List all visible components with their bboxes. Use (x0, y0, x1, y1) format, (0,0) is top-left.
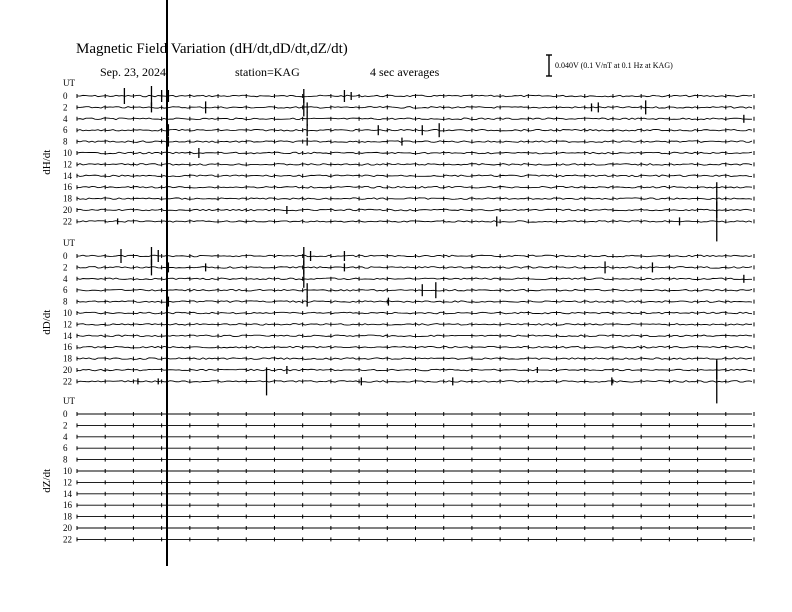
hour-label: 10 (63, 308, 72, 318)
hour-label: 2 (63, 102, 68, 113)
hour-label: 22 (63, 216, 72, 227)
trace-line (77, 141, 752, 143)
trace-line (77, 255, 752, 257)
hour-label: 10 (63, 148, 72, 158)
hour-label: 14 (63, 170, 72, 181)
hour-label: 14 (63, 488, 72, 499)
hour-label: 6 (63, 443, 68, 454)
trace-line (77, 209, 752, 211)
scale-bar (546, 55, 673, 76)
hour-label: 16 (63, 182, 72, 193)
trace-line (77, 118, 752, 120)
hour-label: 22 (63, 534, 72, 545)
hour-label: 12 (63, 159, 72, 170)
scale-label: 0.040V (0.1 V/nT at 0.1 Hz at KAG) (555, 61, 673, 70)
hour-label: 8 (63, 136, 68, 147)
hour-label: 4 (63, 113, 68, 124)
hour-label: 16 (63, 500, 72, 511)
hour-label: 22 (63, 376, 72, 387)
trace-line (77, 335, 752, 337)
trace-line (77, 346, 752, 348)
trace-line (77, 267, 752, 269)
ut-label: UT (63, 396, 75, 406)
hour-label: 6 (63, 285, 68, 296)
trace-line (77, 312, 752, 314)
hour-label: 2 (63, 262, 68, 273)
hour-label: 12 (63, 319, 72, 330)
trace-line (77, 107, 752, 109)
hour-label: 12 (63, 477, 72, 488)
hour-label: 0 (63, 409, 68, 419)
trace-line (77, 369, 752, 371)
panel-dH-dt (41, 78, 754, 241)
panels (41, 78, 754, 544)
trace-line (77, 152, 752, 154)
hour-label: 8 (63, 296, 68, 307)
chart-title: Magnetic Field Variation (dH/dt,dD/dt,dZ/dt) (76, 41, 348, 57)
hour-label: 0 (63, 91, 68, 101)
averaging-label: 4 sec averages (370, 65, 440, 79)
trace-line (77, 186, 752, 188)
trace-line (77, 278, 752, 280)
date-label: Sep. 23, 2024 (100, 65, 166, 79)
panel-label: dH/dt (41, 149, 53, 175)
trace-line (77, 129, 752, 131)
hour-label: 6 (63, 125, 68, 136)
station-label: station=KAG (235, 65, 300, 79)
trace-line (77, 289, 752, 291)
hour-label: 4 (63, 431, 68, 442)
hour-label: 18 (63, 511, 72, 522)
ut-label: UT (63, 238, 75, 248)
hour-label: 4 (63, 273, 68, 284)
trace-line (77, 198, 752, 200)
trace-line (77, 358, 752, 360)
hour-label: 18 (63, 193, 72, 204)
trace-line (77, 301, 752, 303)
trace-line (77, 95, 752, 97)
hour-label: 10 (63, 466, 72, 476)
trace-line (77, 381, 752, 383)
hour-label: 14 (63, 330, 72, 341)
trace-line (77, 175, 752, 177)
trace-line (77, 164, 752, 166)
panel-label: dD/dt (41, 309, 53, 335)
hour-label: 20 (63, 365, 72, 375)
hour-label: 18 (63, 353, 72, 364)
hour-label: 16 (63, 342, 72, 353)
hour-label: 20 (63, 523, 72, 533)
panel-label: dZ/dt (41, 468, 53, 493)
hour-label: 0 (63, 251, 68, 261)
panel-dZ-dt (41, 396, 754, 544)
trace-line (77, 221, 752, 223)
panel-dD-dt (41, 238, 754, 403)
hour-label: 20 (63, 205, 72, 215)
trace-line (77, 324, 752, 326)
hour-label: 2 (63, 420, 68, 431)
ut-label: UT (63, 78, 75, 88)
hour-label: 8 (63, 454, 68, 465)
